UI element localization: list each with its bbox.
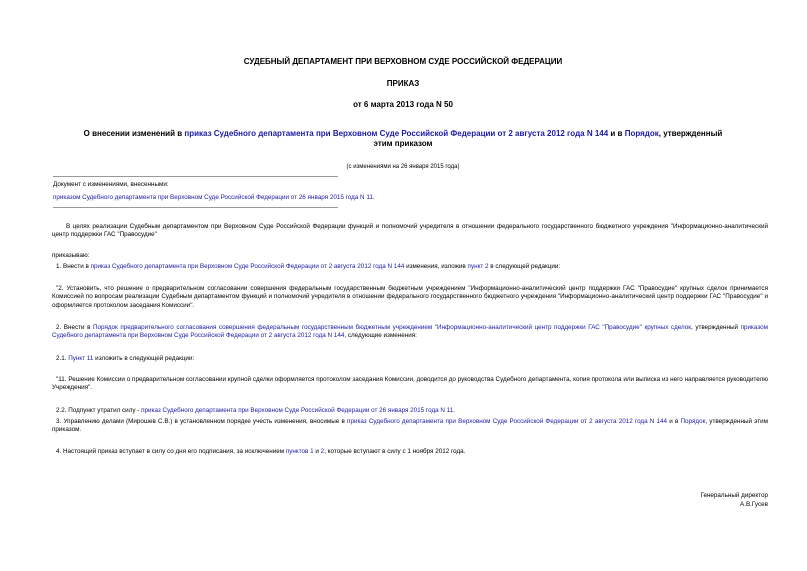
title-text-1: О внесении изменений в xyxy=(83,129,185,138)
item-3 xyxy=(52,418,768,435)
item-2-text-c: , следующие изменения: xyxy=(344,332,417,340)
item-2-1-text-a: 2.1. xyxy=(56,355,69,362)
item-2-2-link-order-11[interactable]: приказ Судебного департамента при Верховном Суде Российской Федерации от 26 января 2015 года N 11 xyxy=(141,407,454,414)
item-3-text-c: , утвержденный этим приказом. xyxy=(52,418,768,434)
signature-name: А.В.Гусев xyxy=(740,501,768,508)
item-2-1-link-punkt-11[interactable]: Пункт 11 xyxy=(68,355,94,362)
item-4-text-a: 4. Настоящий приказ вступает в силу со дня его подписания, за исключением xyxy=(56,448,286,455)
item-1-link-order-144[interactable]: приказ Судебного департамента при Верховном Суде Российской Федерации от 2 августа 2012 года N 144 xyxy=(90,263,405,270)
title-line-2: этим приказом xyxy=(373,139,433,148)
changes-link[interactable]: приказом Судебного департамента при Верховном Суде Российской Федерации от 26 января 2015 года N 11 xyxy=(53,194,373,202)
item-2-link-order-144[interactable]: приказом Судебного департамента при Верховном Суде Российской Федерации от 2 августа 2012 года N 144 xyxy=(52,324,769,340)
item-4-link-punkt-2[interactable]: 2 xyxy=(320,448,325,455)
doc-type-heading: ПРИКАЗ xyxy=(386,79,420,88)
item-4-text-b: и xyxy=(313,448,321,455)
item-1-text-a: 1. Внести в xyxy=(56,263,91,270)
item-2-1 xyxy=(52,355,768,363)
item-1 xyxy=(52,263,768,271)
item-2-text-b: , утвержденный xyxy=(691,324,741,331)
item-3-text-b: и в xyxy=(667,418,681,425)
item-3-link-order-144[interactable]: приказ Судебного департамента при Верховном Суде Российской Федерации от 2 августа 2012 года N 144 xyxy=(347,418,668,425)
divider-bottom xyxy=(53,207,338,208)
org-heading: СУДЕБНЫЙ ДЕПАРТАМЕНТ ПРИ ВЕРХОВНОМ СУДЕ РОССИЙСКОЙ ФЕДЕРАЦИИ xyxy=(243,57,563,66)
revision-note: (с изменениями на 26 января 2015 года) xyxy=(346,164,460,170)
item-2-text-a: 2. Внести в xyxy=(56,324,93,331)
signature-position: Генеральный директор xyxy=(700,492,768,499)
item-3-link-poryadok[interactable]: Порядок xyxy=(680,418,706,425)
item-4-text-c: , которые вступают в силу с 1 ноября 2012 года. xyxy=(324,448,466,455)
item-2-2 xyxy=(52,407,768,415)
document-title xyxy=(38,129,768,149)
item-1-text-c: в следующей редакции: xyxy=(488,263,561,270)
date-number-heading: от 6 марта 2013 года N 50 xyxy=(353,100,453,109)
order-word: приказываю: xyxy=(52,252,90,259)
item-2-2-text-b: . xyxy=(453,407,455,414)
item-4-link-punkt-1[interactable]: пунктов 1 xyxy=(285,448,314,455)
changes-tail: . xyxy=(372,194,375,202)
item-2-1-text-b: изложить в следующей редакции: xyxy=(93,355,195,362)
changes-label: Документ с изменениями, внесенными: xyxy=(53,181,169,188)
item-2-2-text-a: 2.2. Подпункт утратил силу - xyxy=(56,407,142,414)
intro-paragraph: В целях реализации Судебным департаментом при Верховном Суде Российской Федерации функций и полномочий учредителя в отношении федерального государственного бюджетного учреждения "Информационно-аналитический центр поддержки ГАС "Правосудие" xyxy=(52,223,768,239)
item-4 xyxy=(52,448,768,456)
title-link-order-144[interactable]: приказ Судебного департамента при Верховном Суде Российской Федерации от 2 августа 2012 года N 144 xyxy=(184,129,609,138)
quote-item-11: "11. Решение Комиссии о предварительном согласовании крупной сделки оформляется протоколом заседания Комиссии, доводится до руководства Судебного департамента, копия протокола или выписка из него направляется руководителю Учреждения". xyxy=(52,376,768,392)
changes-box xyxy=(53,181,553,203)
item-2 xyxy=(52,324,768,341)
title-text-3: , утвержденный xyxy=(658,129,723,138)
quote-item-2: "2. Установить, что решение о предварительном согласовании совершения федеральным государственным бюджетным учреждением "Информационно-аналитический центр поддержки ГАС "Правосудие" крупных сделок принимается Комиссией по вопросам реализации Судебным департаментом функций и полномочий учредителя в отношении федерального государственного бюджетного учреждения "Информационно-аналитический центр поддержки ГАС "Правосудие" и оформляется протоколом заседания Комиссии". xyxy=(52,285,768,309)
item-1-link-punkt-2[interactable]: пункт 2 xyxy=(467,263,489,270)
item-1-text-b: изменения, изложив xyxy=(404,263,468,270)
item-2-link-poryadok[interactable]: Порядок предварительного согласования совершения федеральным государственным бюджетным учреждением "Информационно-аналитический центр поддержки ГАС "Правосудие" крупных сделок xyxy=(93,324,692,331)
title-link-poryadok[interactable]: Порядок xyxy=(624,129,659,138)
title-text-2: и в xyxy=(608,129,625,138)
item-3-text-a: 3. Управлению делами (Мирошев С.В.) в установленном порядке учесть изменения, вносимые в xyxy=(56,418,348,425)
document-page xyxy=(38,0,768,571)
divider-top xyxy=(53,176,338,177)
